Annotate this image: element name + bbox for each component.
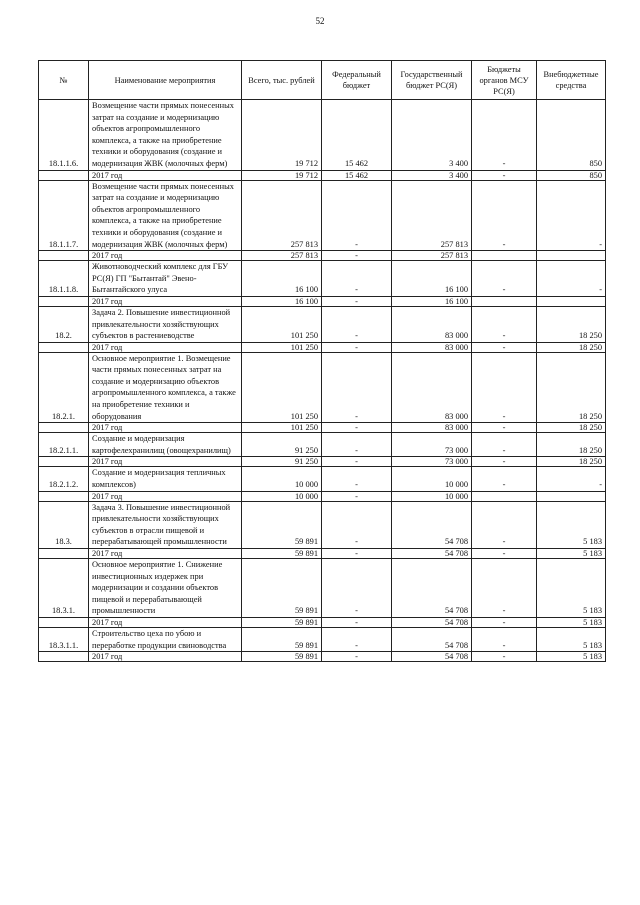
cell-municipal: -: [472, 627, 537, 651]
cell-extra: 5 183: [537, 559, 606, 618]
cell-total: 101 250: [242, 306, 322, 342]
year-cell-municipal: -: [472, 170, 537, 180]
row-name: Животноводческий комплекс для ГБУ РС(Я) ГП "Бытантай" Эвено-Бытантайского улуса: [89, 261, 242, 297]
row-number: 18.3.1.: [39, 559, 89, 618]
cell-extra: -: [537, 180, 606, 251]
year-row-spacer: [39, 342, 89, 352]
year-cell-state: 54 708: [392, 549, 472, 559]
cell-municipal: -: [472, 559, 537, 618]
row-name: Возмещение части прямых понесенных затрат на создание и модернизацию объектов агропромышленного комплекса, а также на приобретение техники и оборудования (создание и модернизация ЖВК (молочных ферм): [89, 180, 242, 251]
cell-total: 16 100: [242, 261, 322, 297]
year-row-spacer: [39, 423, 89, 433]
year-cell-federal: 15 462: [322, 170, 392, 180]
year-row-spacer: [39, 652, 89, 662]
cell-total: 59 891: [242, 501, 322, 548]
table-row: [39, 352, 606, 423]
row-number: 18.1.1.8.: [39, 261, 89, 297]
year-cell-municipal: -: [472, 617, 537, 627]
cell-extra: 18 250: [537, 352, 606, 423]
column-header-municipal: Бюджеты органов МСУ РС(Я): [472, 61, 537, 100]
year-row: [39, 491, 606, 501]
cell-municipal: -: [472, 100, 537, 171]
cell-federal: 15 462: [322, 100, 392, 171]
cell-state: 257 813: [392, 180, 472, 251]
year-cell-federal: -: [322, 251, 392, 261]
year-cell-municipal: [472, 491, 537, 501]
year-cell-total: 257 813: [242, 251, 322, 261]
row-number: 18.2.1.2.: [39, 467, 89, 491]
row-number: 18.3.: [39, 501, 89, 548]
row-name: Основное мероприятие 1. Возмещение части прямых понесенных затрат на создание и модернизацию объектов агропромышленного комплекса, а также на приобретение техники и оборудования: [89, 352, 242, 423]
cell-state: 3 400: [392, 100, 472, 171]
column-header-name: Наименование мероприятия: [89, 61, 242, 100]
year-cell-municipal: -: [472, 423, 537, 433]
year-label: 2017 год: [89, 457, 242, 467]
cell-state: 10 000: [392, 467, 472, 491]
column-header-total: Всего, тыс. рублей: [242, 61, 322, 100]
year-label: 2017 год: [89, 251, 242, 261]
year-cell-total: 59 891: [242, 549, 322, 559]
cell-federal: -: [322, 501, 392, 548]
year-cell-federal: -: [322, 423, 392, 433]
year-cell-state: 83 000: [392, 423, 472, 433]
year-cell-state: 54 708: [392, 617, 472, 627]
cell-extra: 18 250: [537, 306, 606, 342]
year-cell-state: 54 708: [392, 652, 472, 662]
year-label: 2017 год: [89, 342, 242, 352]
year-cell-state: 83 000: [392, 342, 472, 352]
cell-municipal: -: [472, 306, 537, 342]
year-row: [39, 251, 606, 261]
year-cell-total: 19 712: [242, 170, 322, 180]
year-row: [39, 457, 606, 467]
year-cell-extra: 5 183: [537, 549, 606, 559]
table-row: [39, 100, 606, 171]
cell-extra: -: [537, 261, 606, 297]
cell-total: 10 000: [242, 467, 322, 491]
year-cell-municipal: [472, 251, 537, 261]
year-cell-municipal: -: [472, 652, 537, 662]
row-number: 18.2.1.1.: [39, 433, 89, 457]
year-row: [39, 170, 606, 180]
year-cell-extra: 18 250: [537, 457, 606, 467]
row-name: Основное мероприятие 1. Снижение инвестиционных издержек при модернизации и создании объектов пищевой и перерабатывающей промышленности: [89, 559, 242, 618]
cell-federal: -: [322, 352, 392, 423]
cell-total: 59 891: [242, 627, 322, 651]
year-row-spacer: [39, 170, 89, 180]
cell-municipal: -: [472, 433, 537, 457]
year-cell-total: 101 250: [242, 423, 322, 433]
year-cell-total: 10 000: [242, 491, 322, 501]
table-row: [39, 180, 606, 251]
year-cell-state: 257 813: [392, 251, 472, 261]
cell-state: 54 708: [392, 501, 472, 548]
table-row: [39, 627, 606, 651]
column-header-state: Государственный бюджет РС(Я): [392, 61, 472, 100]
table-row: [39, 261, 606, 297]
year-row-spacer: [39, 549, 89, 559]
year-label: 2017 год: [89, 170, 242, 180]
year-label: 2017 год: [89, 296, 242, 306]
row-name: Задача 2. Повышение инвестиционной привлекательности хозяйствующих субъектов в растениеводстве: [89, 306, 242, 342]
year-cell-federal: -: [322, 652, 392, 662]
column-header-num: №: [39, 61, 89, 100]
year-label: 2017 год: [89, 491, 242, 501]
year-cell-total: 91 250: [242, 457, 322, 467]
column-header-extra: Внебюджетные средства: [537, 61, 606, 100]
year-row-spacer: [39, 457, 89, 467]
row-number: 18.1.1.6.: [39, 100, 89, 171]
year-row-spacer: [39, 296, 89, 306]
cell-federal: -: [322, 627, 392, 651]
year-cell-extra: [537, 491, 606, 501]
cell-extra: -: [537, 467, 606, 491]
row-number: 18.2.1.: [39, 352, 89, 423]
cell-extra: 5 183: [537, 501, 606, 548]
year-cell-state: 73 000: [392, 457, 472, 467]
year-cell-federal: -: [322, 296, 392, 306]
year-row: [39, 296, 606, 306]
year-label: 2017 год: [89, 423, 242, 433]
row-number: 18.1.1.7.: [39, 180, 89, 251]
row-name: Создание и модернизация картофелехранилищ (овощехранилищ): [89, 433, 242, 457]
year-cell-municipal: -: [472, 457, 537, 467]
year-row: [39, 342, 606, 352]
year-row-spacer: [39, 617, 89, 627]
year-label: 2017 год: [89, 549, 242, 559]
cell-municipal: -: [472, 180, 537, 251]
table-row: [39, 467, 606, 491]
cell-total: 257 813: [242, 180, 322, 251]
table-body: [39, 100, 606, 662]
row-number: 18.2.: [39, 306, 89, 342]
cell-state: 83 000: [392, 306, 472, 342]
row-number: 18.3.1.1.: [39, 627, 89, 651]
year-cell-total: 59 891: [242, 617, 322, 627]
year-row: [39, 423, 606, 433]
year-row: [39, 617, 606, 627]
year-cell-municipal: -: [472, 342, 537, 352]
year-cell-extra: 18 250: [537, 342, 606, 352]
row-name: Возмещение части прямых понесенных затрат на создание и модернизацию объектов агропромышленного комплекса, а также на приобретение техники и оборудования (создание и модернизация ЖВК (молочных ферм): [89, 100, 242, 171]
year-cell-federal: -: [322, 342, 392, 352]
year-row: [39, 549, 606, 559]
cell-federal: -: [322, 261, 392, 297]
cell-federal: -: [322, 180, 392, 251]
cell-federal: -: [322, 467, 392, 491]
year-cell-total: 59 891: [242, 652, 322, 662]
cell-total: 101 250: [242, 352, 322, 423]
cell-federal: -: [322, 559, 392, 618]
year-cell-extra: [537, 296, 606, 306]
cell-total: 91 250: [242, 433, 322, 457]
cell-state: 54 708: [392, 627, 472, 651]
year-cell-federal: -: [322, 549, 392, 559]
year-cell-extra: 850: [537, 170, 606, 180]
year-cell-total: 16 100: [242, 296, 322, 306]
year-label: 2017 год: [89, 652, 242, 662]
year-cell-extra: 5 183: [537, 652, 606, 662]
cell-municipal: -: [472, 352, 537, 423]
year-label: 2017 год: [89, 617, 242, 627]
year-cell-extra: [537, 251, 606, 261]
table-header-row: [39, 61, 606, 100]
year-cell-state: 16 100: [392, 296, 472, 306]
year-cell-federal: -: [322, 457, 392, 467]
cell-total: 59 891: [242, 559, 322, 618]
cell-municipal: -: [472, 501, 537, 548]
table-row: [39, 501, 606, 548]
budget-table: [38, 60, 606, 662]
table-row: [39, 306, 606, 342]
year-cell-total: 101 250: [242, 342, 322, 352]
year-cell-municipal: -: [472, 549, 537, 559]
cell-federal: -: [322, 433, 392, 457]
row-name: Задача 3. Повышение инвестиционной привлекательности хозяйствующих субъектов в отрасли пищевой и перерабатывающей промышленности: [89, 501, 242, 548]
year-cell-state: 10 000: [392, 491, 472, 501]
table-row: [39, 433, 606, 457]
table-row: [39, 559, 606, 618]
year-cell-municipal: [472, 296, 537, 306]
year-row: [39, 652, 606, 662]
cell-extra: 850: [537, 100, 606, 171]
cell-state: 73 000: [392, 433, 472, 457]
column-header-federal: Федеральный бюджет: [322, 61, 392, 100]
cell-municipal: -: [472, 261, 537, 297]
cell-extra: 5 183: [537, 627, 606, 651]
cell-federal: -: [322, 306, 392, 342]
year-cell-extra: 18 250: [537, 423, 606, 433]
year-cell-extra: 5 183: [537, 617, 606, 627]
year-row-spacer: [39, 491, 89, 501]
cell-extra: 18 250: [537, 433, 606, 457]
row-name: Создание и модернизация тепличных комплексов): [89, 467, 242, 491]
year-row-spacer: [39, 251, 89, 261]
page-number: 52: [315, 16, 325, 26]
cell-total: 19 712: [242, 100, 322, 171]
cell-state: 54 708: [392, 559, 472, 618]
cell-state: 16 100: [392, 261, 472, 297]
year-cell-federal: -: [322, 617, 392, 627]
year-cell-federal: -: [322, 491, 392, 501]
year-cell-state: 3 400: [392, 170, 472, 180]
cell-state: 83 000: [392, 352, 472, 423]
cell-municipal: -: [472, 467, 537, 491]
row-name: Строительство цеха по убою и переработке продукции свиноводства: [89, 627, 242, 651]
